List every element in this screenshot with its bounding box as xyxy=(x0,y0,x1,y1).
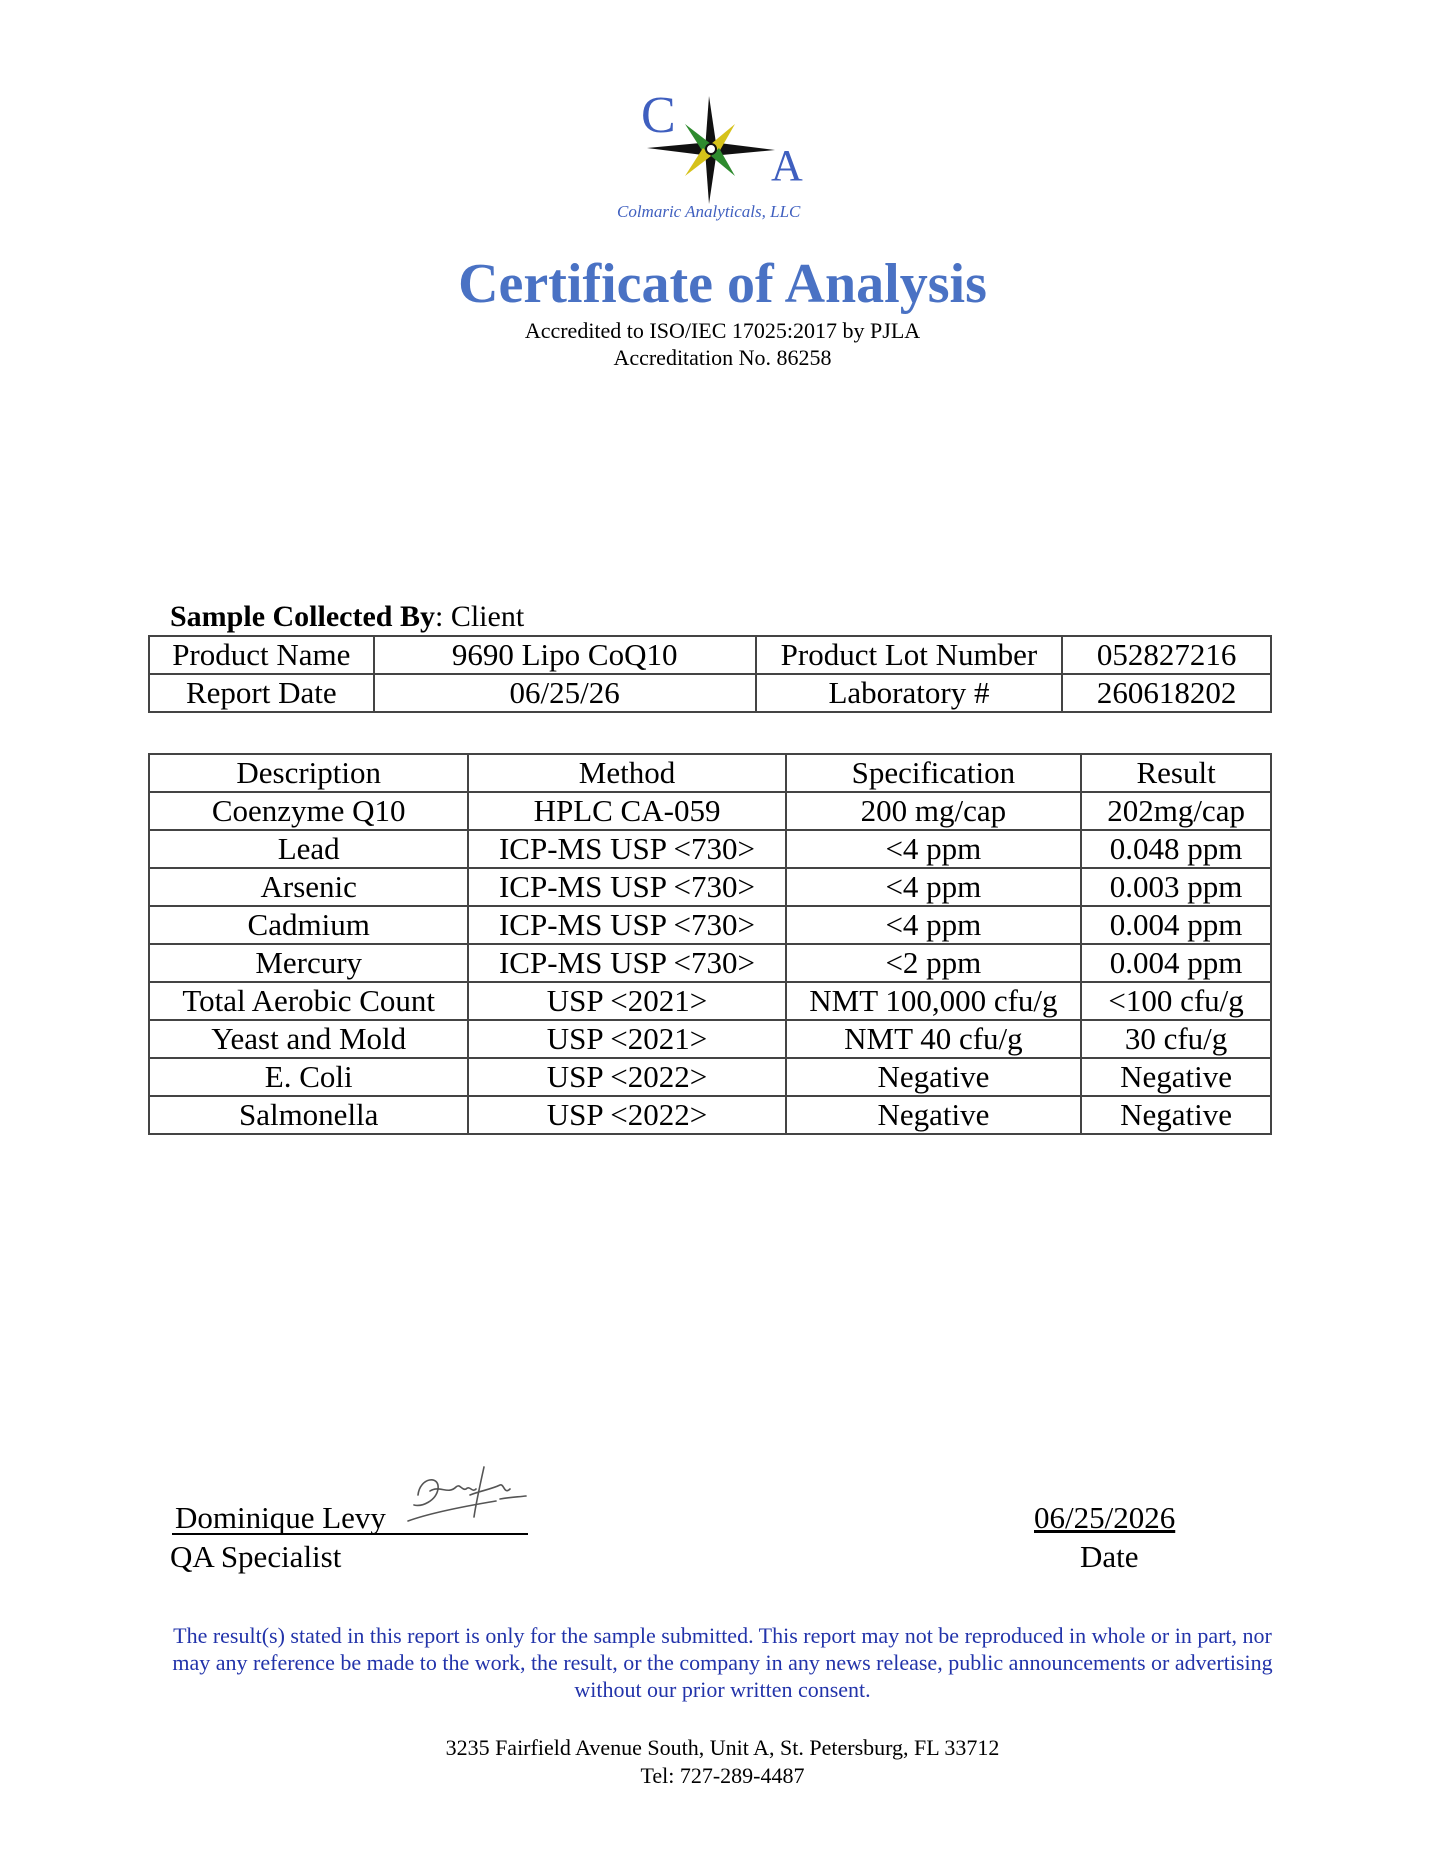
table-cell: Negative xyxy=(1081,1058,1271,1096)
table-cell: Negative xyxy=(786,1096,1082,1134)
table-row xyxy=(149,1096,1271,1134)
table-cell: <4 ppm xyxy=(786,830,1082,868)
table-cell: 0.003 ppm xyxy=(1081,868,1271,906)
table-row xyxy=(149,868,1271,906)
table-cell: E. Coli xyxy=(149,1058,468,1096)
results-table xyxy=(148,753,1272,1135)
sample-collected-label: Sample Collected By xyxy=(170,600,435,633)
table-cell: HPLC CA-059 xyxy=(468,792,785,830)
table-cell: USP <2021> xyxy=(468,982,785,1020)
table-row xyxy=(149,674,1271,712)
disclaimer-text: The result(s) stated in this report is only for the sample submitted. This report may not be reproduced in whole or in part, nor may any reference be made to the work, the result, or the company in any news release, public announcements or advertising without our prior written consent. xyxy=(172,1623,1273,1702)
table-cell: <4 ppm xyxy=(786,868,1082,906)
column-header: Specification xyxy=(786,754,1082,792)
table-cell: Negative xyxy=(786,1058,1082,1096)
table-cell: 202mg/cap xyxy=(1081,792,1271,830)
logo-company-name: Colmaric Analyticals, LLC xyxy=(617,202,801,221)
table-cell: Mercury xyxy=(149,944,468,982)
column-header: Description xyxy=(149,754,468,792)
signer-role: QA Specialist xyxy=(170,1539,342,1574)
accreditation-number: Accreditation No. 86258 xyxy=(613,345,832,370)
table-row xyxy=(149,792,1271,830)
table-header-row xyxy=(149,754,1271,792)
table-cell: Arsenic xyxy=(149,868,468,906)
logo-letter-c: C xyxy=(641,87,676,144)
table-cell: ICP-MS USP <730> xyxy=(468,906,785,944)
column-header: Method xyxy=(468,754,785,792)
table-cell: 06/25/26 xyxy=(374,674,756,712)
table-cell: USP <2022> xyxy=(468,1058,785,1096)
table-cell: NMT 40 cfu/g xyxy=(786,1020,1082,1058)
table-cell: 260618202 xyxy=(1062,674,1271,712)
sample-collected-by xyxy=(170,600,524,634)
company-logo xyxy=(607,87,839,232)
product-info-table xyxy=(148,635,1272,713)
signer-name: Dominique Levy xyxy=(175,1500,386,1535)
accreditation-line: Accredited to ISO/IEC 17025:2017 by PJLA xyxy=(524,318,921,343)
table-cell: 200 mg/cap xyxy=(786,792,1082,830)
table-cell: 9690 Lipo CoQ10 xyxy=(374,636,756,674)
table-cell: Negative xyxy=(1081,1096,1271,1134)
signature-date: 06/25/2026 xyxy=(1034,1500,1176,1535)
table-row xyxy=(149,906,1271,944)
table-cell: ICP-MS USP <730> xyxy=(468,944,785,982)
table-cell: Report Date xyxy=(149,674,374,712)
table-row xyxy=(149,982,1271,1020)
table-cell: Yeast and Mold xyxy=(149,1020,468,1058)
table-cell: <4 ppm xyxy=(786,906,1082,944)
table-cell: 0.004 ppm xyxy=(1081,944,1271,982)
table-cell: NMT 100,000 cfu/g xyxy=(786,982,1082,1020)
table-cell: Cadmium xyxy=(149,906,468,944)
table-cell: <2 ppm xyxy=(786,944,1082,982)
address-line: 3235 Fairfield Avenue South, Unit A, St. Petersburg, FL 33712 xyxy=(445,1735,1000,1760)
table-cell: Product Name xyxy=(149,636,374,674)
table-row xyxy=(149,1020,1271,1058)
table-cell: Laboratory # xyxy=(756,674,1062,712)
table-cell: USP <2022> xyxy=(468,1096,785,1134)
table-cell: ICP-MS USP <730> xyxy=(468,830,785,868)
document-title: Certificate of Analysis xyxy=(458,253,987,315)
phone-line: Tel: 727-289-4487 xyxy=(640,1763,805,1788)
table-cell: 0.004 ppm xyxy=(1081,906,1271,944)
table-cell: 052827216 xyxy=(1062,636,1271,674)
sample-collected-value: : Client xyxy=(434,600,525,633)
table-row xyxy=(149,636,1271,674)
table-cell: <100 cfu/g xyxy=(1081,982,1271,1020)
signature-line xyxy=(172,1533,528,1535)
table-cell: Lead xyxy=(149,830,468,868)
table-cell: USP <2021> xyxy=(468,1020,785,1058)
table-cell: Salmonella xyxy=(149,1096,468,1134)
table-row xyxy=(149,830,1271,868)
handwritten-signature xyxy=(400,1455,530,1535)
table-cell: Coenzyme Q10 xyxy=(149,792,468,830)
table-cell: 30 cfu/g xyxy=(1081,1020,1271,1058)
table-cell: 0.048 ppm xyxy=(1081,830,1271,868)
table-row xyxy=(149,944,1271,982)
table-cell: ICP-MS USP <730> xyxy=(468,868,785,906)
table-row xyxy=(149,1058,1271,1096)
column-header: Result xyxy=(1081,754,1271,792)
table-cell: Product Lot Number xyxy=(756,636,1062,674)
logo-letter-a: A xyxy=(771,141,803,190)
date-label: Date xyxy=(1080,1539,1139,1574)
table-cell: Total Aerobic Count xyxy=(149,982,468,1020)
